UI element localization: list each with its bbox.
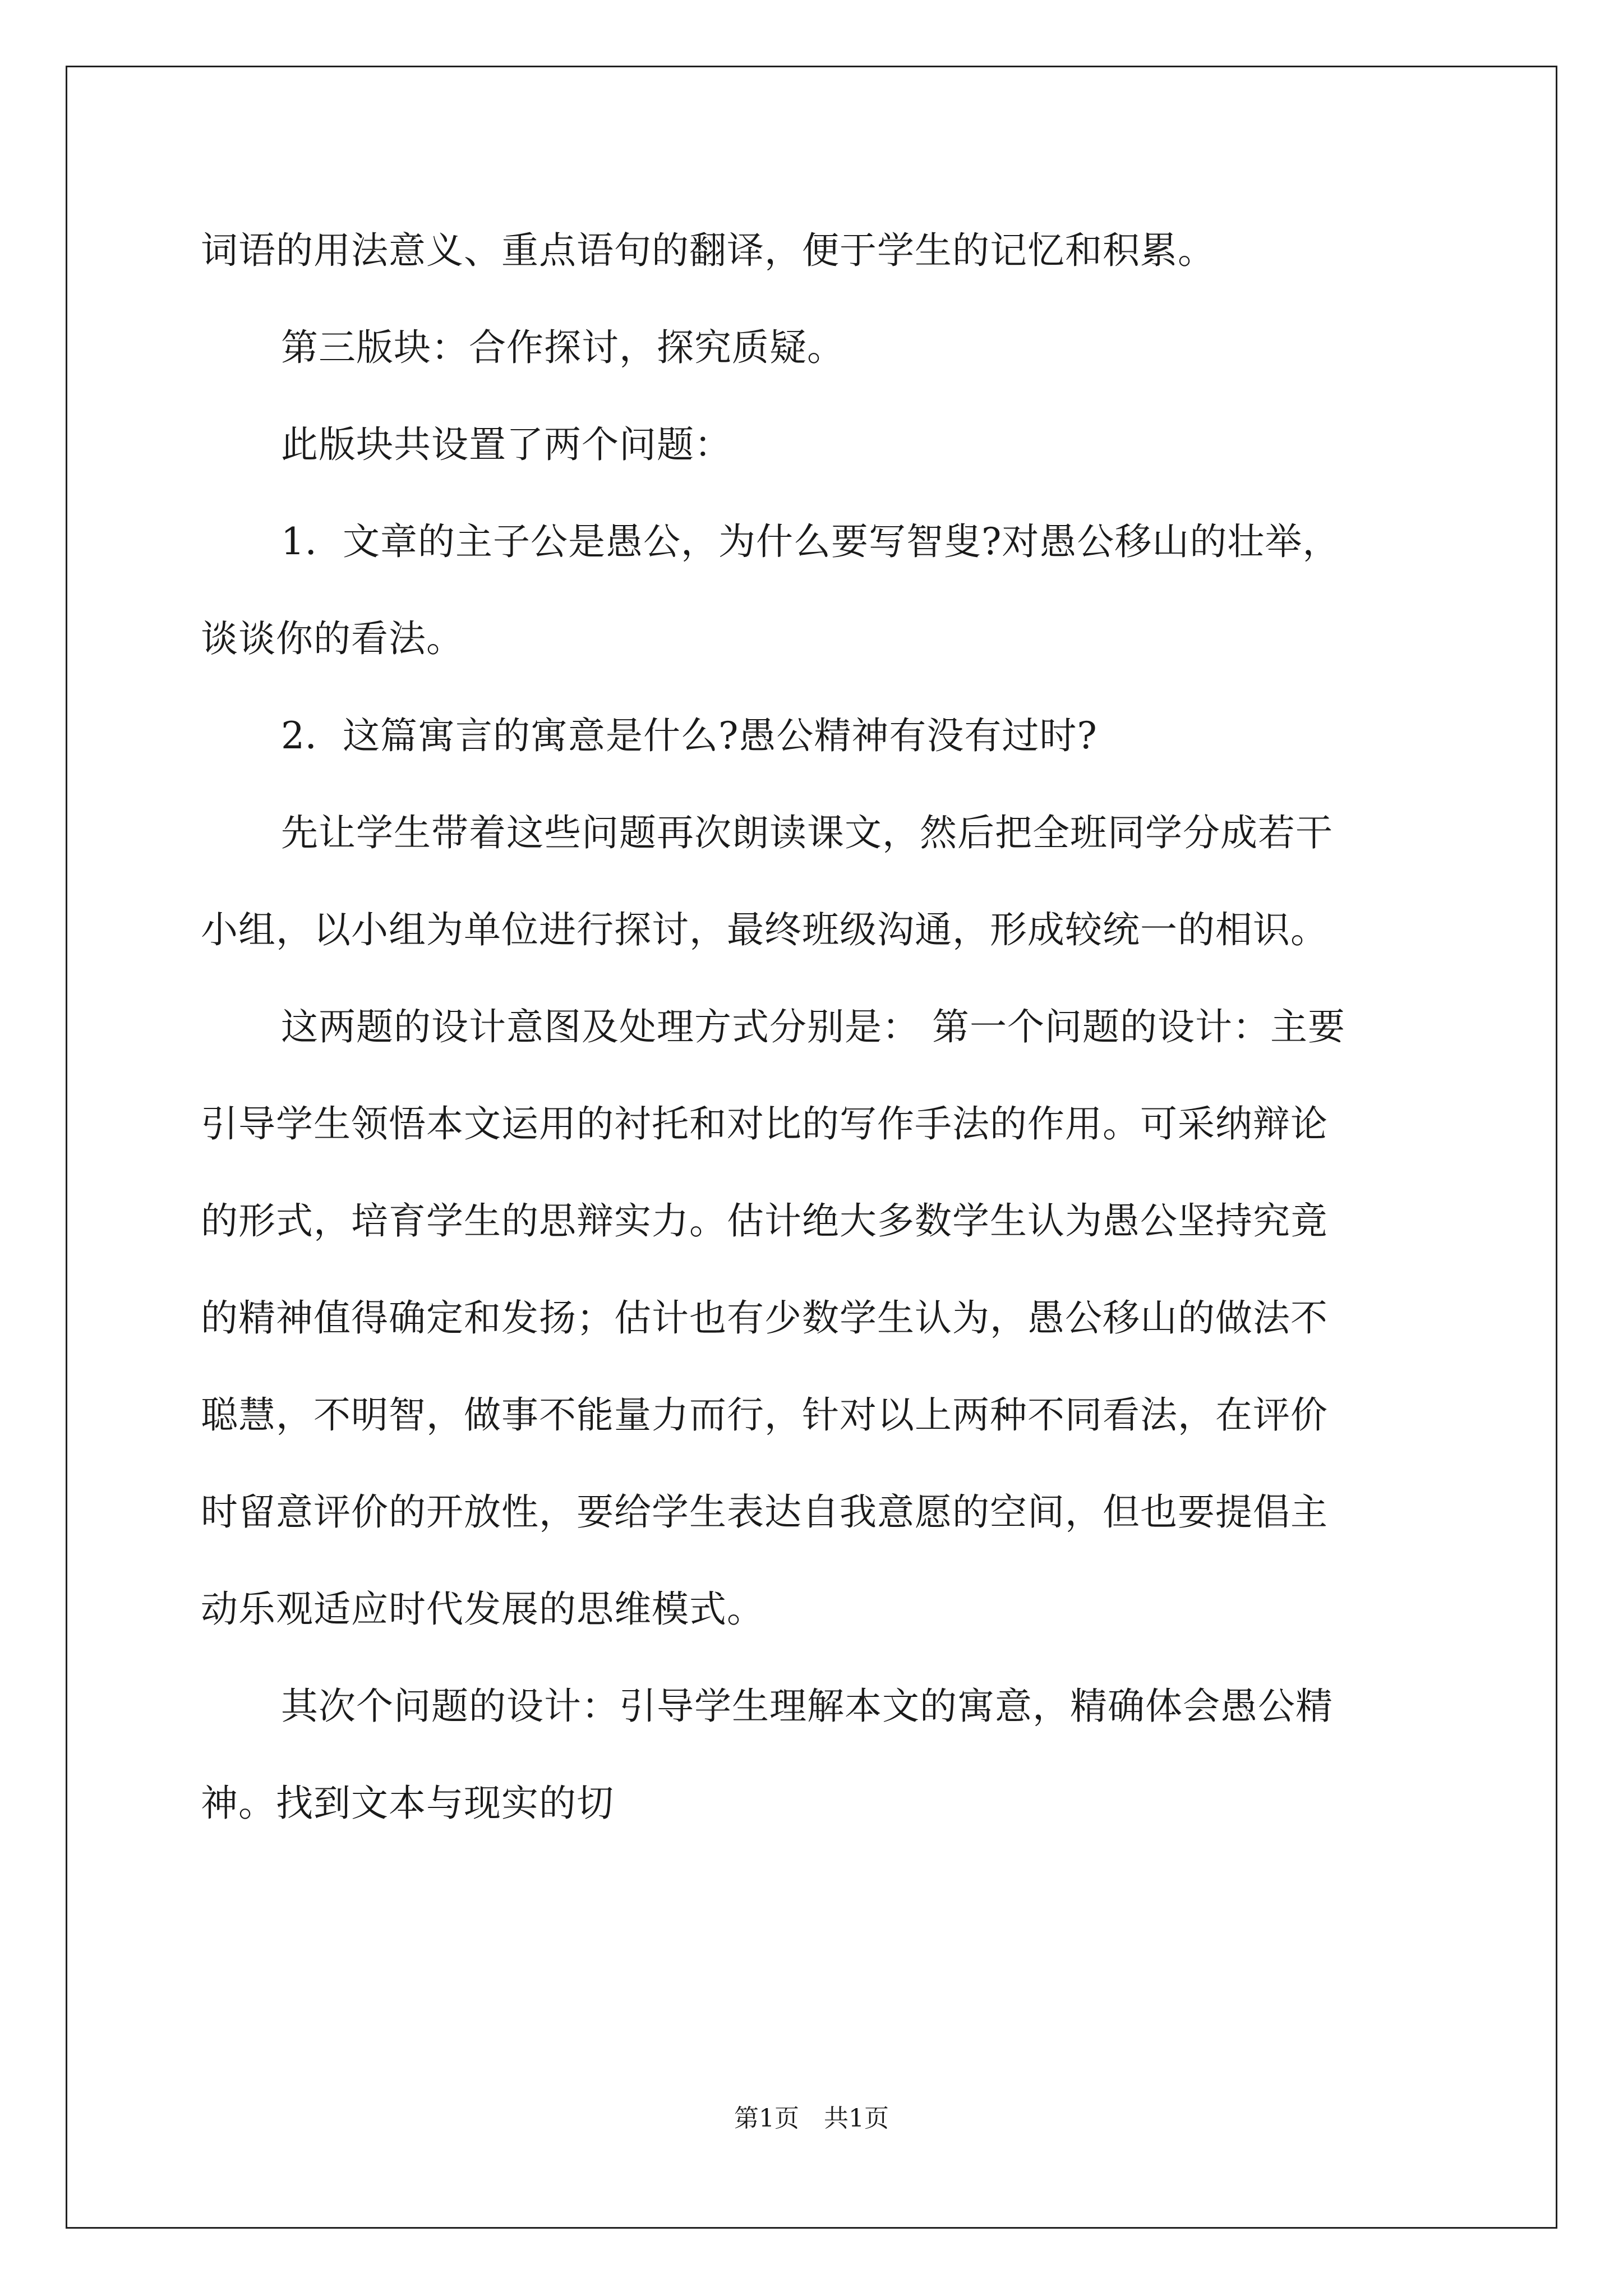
- body-line: 1．文章的主子公是愚公，为什么要写智叟?对愚公移山的壮举，: [281, 520, 1340, 563]
- body-line: 2．这篇寓言的寓意是什么?愚公精神有没有过时?: [281, 714, 1098, 757]
- body-line: 此版块共设置了两个问题：: [281, 423, 732, 466]
- body-line: 的精神值得确定和发扬；估计也有少数学生认为，愚公移山的做法不: [201, 1296, 1328, 1340]
- body-line: 引导学生领悟本文运用的衬托和对比的写作手法的作用。可采纳辩论: [201, 1102, 1328, 1145]
- body-line: 这两题的设计意图及处理方式分别是： 第一个问题的设计：主要: [281, 1005, 1345, 1048]
- page-number-footer: 第1页 共1页: [734, 2104, 889, 2133]
- body-line: 神。找到文本与现实的切: [201, 1782, 614, 1825]
- body-line: 先让学生带着这些问题再次朗读课文，然后把全班同学分成若干: [281, 811, 1333, 854]
- body-line: 小组，以小组为单位进行探讨，最终班级沟通，形成较统一的相识。: [201, 908, 1328, 951]
- body-line: 的形式，培育学生的思辩实力。估计绝大多数学生认为愚公坚持究竟: [201, 1199, 1328, 1243]
- body-line: 词语的用法意义、重点语句的翻译，便于学生的记忆和积累。: [201, 229, 1215, 272]
- body-line: 聪慧，不明智，做事不能量力而行，针对以上两种不同看法，在评价: [201, 1393, 1328, 1437]
- body-line: 谈谈你的看法。: [201, 617, 464, 660]
- body-line: 其次个问题的设计：引导学生理解本文的寓意，精确体会愚公精: [281, 1685, 1333, 1728]
- document-body: [201, 202, 1435, 1852]
- body-line: 动乐观适应时代发展的思维模式。: [201, 1588, 764, 1631]
- body-line: 第三版块：合作探讨，探究质疑。: [281, 326, 845, 369]
- body-line: 时留意评价的开放性，要给学生表达自我意愿的空间，但也要提倡主: [201, 1490, 1328, 1534]
